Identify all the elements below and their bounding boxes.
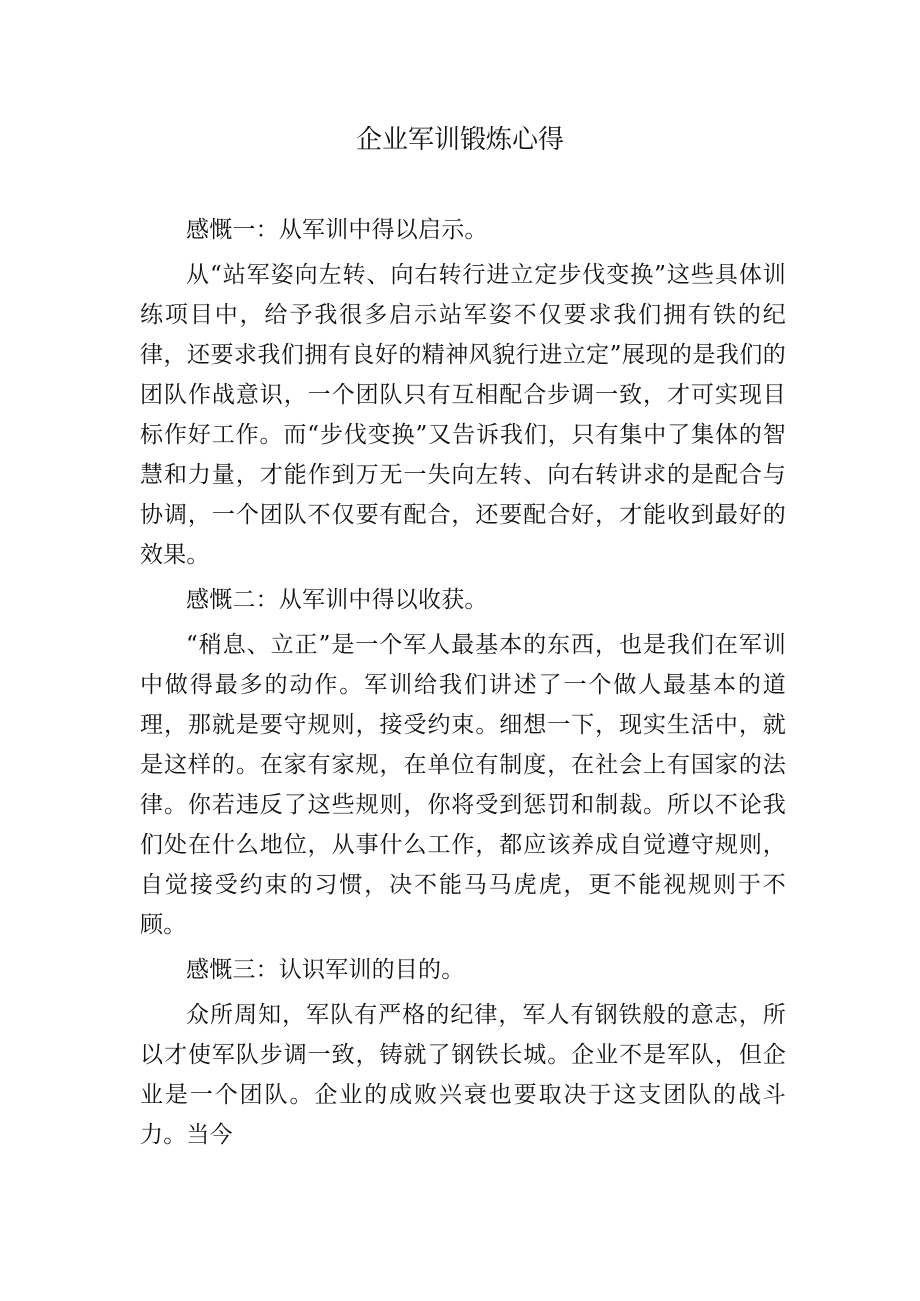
document-title: 企业军训锻炼心得 — [355, 125, 564, 155]
body-paragraph-3: 众所周知，军队有严格的纪律，军人有钢铁般的意志，所以才使军队步调一致，铸就了钢铁长城。企业不是军队，但企业是一个团队。企业的成败兴衰也要取决于这支团队的战斗力。当今 — [140, 1002, 786, 1148]
document-body — [140, 210, 786, 1160]
section-heading-2: 感慨二：从军训中得以收获。 — [186, 587, 488, 613]
section-heading-1: 感慨一：从军训中得以启示。 — [186, 217, 488, 243]
body-paragraph-2: “稍息、立正”是一个军人最基本的东西，也是我们在军训中做得最多的动作。军训给我们讲述了一个做人最基本的道理，那就是要守规则，接受约束。细想一下，现实生活中，就是这样的。在家有家规，在单位有制度，在社会上有国家的法律。你若违反了这些规则，你将受到惩罚和制裁。所以不论我们处在什么地位，从事什么工作，都应该养成自觉遵守规则，自觉接受约束的习惯，决不能马马虎虎，更不能视规则于不顾。 — [140, 632, 786, 938]
body-paragraph-1: 从“站军姿向左转、向右转行进立定步伐变换”这些具体训练项目中，给予我很多启示站军姿不仅要求我们拥有铁的纪律，还要求我们拥有良好的精神风貌行进立定”展现的是我们的团队作战意识，一个团队只有互相配合步调一致，才可实现目标作好工作。而“步伐变换”又告诉我们，只有集中了集体的智慧和力量，才能作到万无一失向左转、向右转讲求的是配合与协调，一个团队不仅要有配合，还要配合好，才能收到最好的效果。 — [140, 262, 786, 568]
section-heading-3: 感慨三：认识军训的目的。 — [186, 957, 465, 983]
